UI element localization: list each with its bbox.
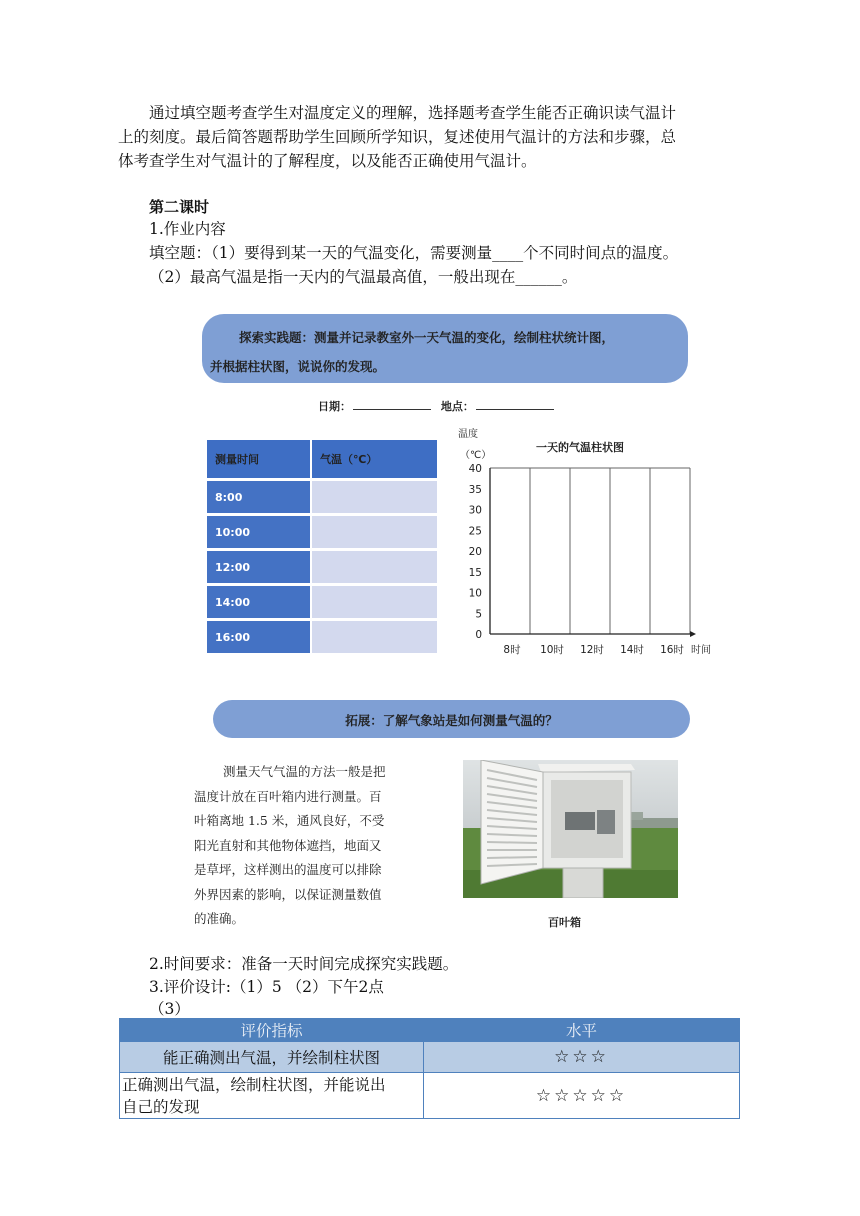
practice-banner-line2: 并根据柱状图，说说你的发现。 bbox=[210, 359, 386, 374]
temp-cell bbox=[310, 481, 437, 513]
evaluation-table bbox=[119, 1018, 740, 1119]
practice-banner bbox=[202, 314, 688, 383]
extension-banner-text: 拓展：了解气象站是如何测量气温的？ bbox=[345, 713, 558, 728]
extension-text-line: 外界因素的影响，以保证测量数值 bbox=[194, 886, 382, 902]
date-blank bbox=[353, 399, 431, 410]
time-requirement: 2.时间要求：准备一天时间完成探究实践题。 bbox=[149, 955, 459, 973]
y-axis-label: 温度 bbox=[458, 429, 478, 440]
extension-text bbox=[194, 760, 434, 932]
table-row bbox=[207, 551, 437, 583]
eval-stars: ☆☆☆ bbox=[424, 1042, 740, 1073]
header-temp: 气温（℃） bbox=[310, 440, 437, 478]
y-tick-label: 40 bbox=[468, 463, 482, 475]
y-tick-label: 0 bbox=[475, 629, 482, 641]
intro-line: 体考查学生对气温计的了解程度，以及能否正确使用气温计。 bbox=[118, 152, 537, 170]
y-tick-label: 5 bbox=[475, 608, 482, 621]
table-row bbox=[120, 1042, 740, 1073]
place-blank bbox=[476, 399, 554, 410]
date-place-line bbox=[318, 398, 560, 414]
x-axis-arrow bbox=[690, 631, 696, 637]
x-axis-label: 时间 bbox=[691, 645, 711, 656]
time-cell: 8:00 bbox=[207, 481, 310, 513]
header-time: 测量时间 bbox=[207, 440, 310, 478]
table-row bbox=[207, 516, 437, 548]
intro-line: 通过填空题考查学生对温度定义的理解，选择题考查学生能否正确识读气温计 bbox=[149, 104, 677, 122]
time-cell: 10:00 bbox=[207, 516, 310, 548]
eval-header-criterion: 评价指标 bbox=[120, 1019, 424, 1042]
x-tick-label: 14时 bbox=[620, 644, 644, 656]
table-row bbox=[120, 1073, 740, 1119]
extension-banner bbox=[213, 700, 690, 738]
table-row bbox=[207, 586, 437, 618]
time-cell: 12:00 bbox=[207, 551, 310, 583]
extension-text-line: 测量天气气温的方法一般是把 bbox=[223, 764, 386, 779]
extension-text-line: 温度计放在百叶箱内进行测量。百 bbox=[194, 788, 382, 804]
temperature-bar-chart bbox=[450, 420, 720, 665]
evaluation-part3: （3） bbox=[149, 1000, 190, 1018]
eval-criterion: 能正确测出气温，并绘制柱状图 bbox=[120, 1042, 424, 1073]
stevenson-screen-photo bbox=[463, 760, 678, 898]
y-tick-label: 30 bbox=[468, 504, 482, 517]
y-tick-label: 25 bbox=[468, 525, 482, 538]
time-cell: 16:00 bbox=[207, 621, 310, 653]
y-tick-label: 35 bbox=[468, 483, 482, 496]
extension-text-line: 是草坪，这样测出的温度可以排除 bbox=[194, 862, 382, 877]
intro-line: 上的刻度。最后简答题帮助学生回顾所学知识，复述使用气温计的方法和步骤，总 bbox=[118, 128, 677, 146]
y-axis-unit: （℃） bbox=[460, 450, 492, 461]
practice-banner-line1: 探索实践题：测量并记录教室外一天气温的变化，绘制柱状统计图， bbox=[239, 330, 615, 345]
lesson2-heading: 第二课时 bbox=[149, 198, 210, 216]
x-tick-label: 8时 bbox=[503, 644, 521, 656]
table-header-row bbox=[207, 440, 437, 478]
chart-grid bbox=[490, 468, 696, 637]
chart-x-ticks bbox=[503, 643, 684, 656]
place-label: 地点： bbox=[440, 400, 474, 413]
temp-cell bbox=[310, 516, 437, 548]
extension-text-line: 的准确。 bbox=[194, 911, 245, 926]
temp-cell bbox=[310, 621, 437, 653]
temp-cell bbox=[310, 586, 437, 618]
chart-y-ticks bbox=[469, 463, 482, 641]
y-tick-label: 15 bbox=[468, 566, 482, 579]
extension-text-line: 阳光直射和其他物体遮挡，地面又 bbox=[194, 837, 382, 853]
homework-content-title: 1.作业内容 bbox=[149, 220, 226, 238]
fill-question-2: （2）最高气温是指一天内的气温最高值，一般出现在______。 bbox=[149, 268, 578, 286]
fill-question-1: 填空题：（1）要得到某一天的气温变化，需要测量____个不同时间点的温度。 bbox=[149, 244, 679, 262]
table-row bbox=[207, 481, 437, 513]
y-tick-label: 10 bbox=[468, 587, 482, 600]
measurement-table bbox=[207, 437, 437, 656]
extension-text-line: 叶箱离地 1.5 米，通风良好，不受 bbox=[194, 813, 385, 828]
photo-caption: 百叶箱 bbox=[548, 916, 581, 929]
eval-header-level: 水平 bbox=[424, 1019, 740, 1042]
temp-cell bbox=[310, 551, 437, 583]
eval-header-row bbox=[120, 1019, 740, 1042]
measurement-table-wrap bbox=[207, 437, 437, 656]
table-row bbox=[207, 621, 437, 653]
x-tick-label: 12时 bbox=[580, 644, 604, 656]
date-label: 日期： bbox=[318, 400, 351, 413]
eval-criterion-line: 正确测出气温，绘制柱状图，并能说出 bbox=[122, 1075, 386, 1094]
time-cell: 14:00 bbox=[207, 586, 310, 618]
chart-title: 一天的气温柱状图 bbox=[536, 441, 624, 454]
eval-stars: ☆☆☆☆☆ bbox=[424, 1073, 740, 1119]
x-tick-label: 16时 bbox=[660, 644, 684, 656]
eval-criterion-line: 自己的发现 bbox=[122, 1097, 200, 1116]
y-tick-label: 20 bbox=[468, 546, 482, 558]
eval-criterion bbox=[120, 1073, 424, 1119]
x-tick-label: 10时 bbox=[540, 644, 564, 656]
evaluation-design: 3.评价设计:（1）5 （2）下午2点 bbox=[149, 978, 384, 996]
intro-paragraph bbox=[118, 101, 742, 173]
